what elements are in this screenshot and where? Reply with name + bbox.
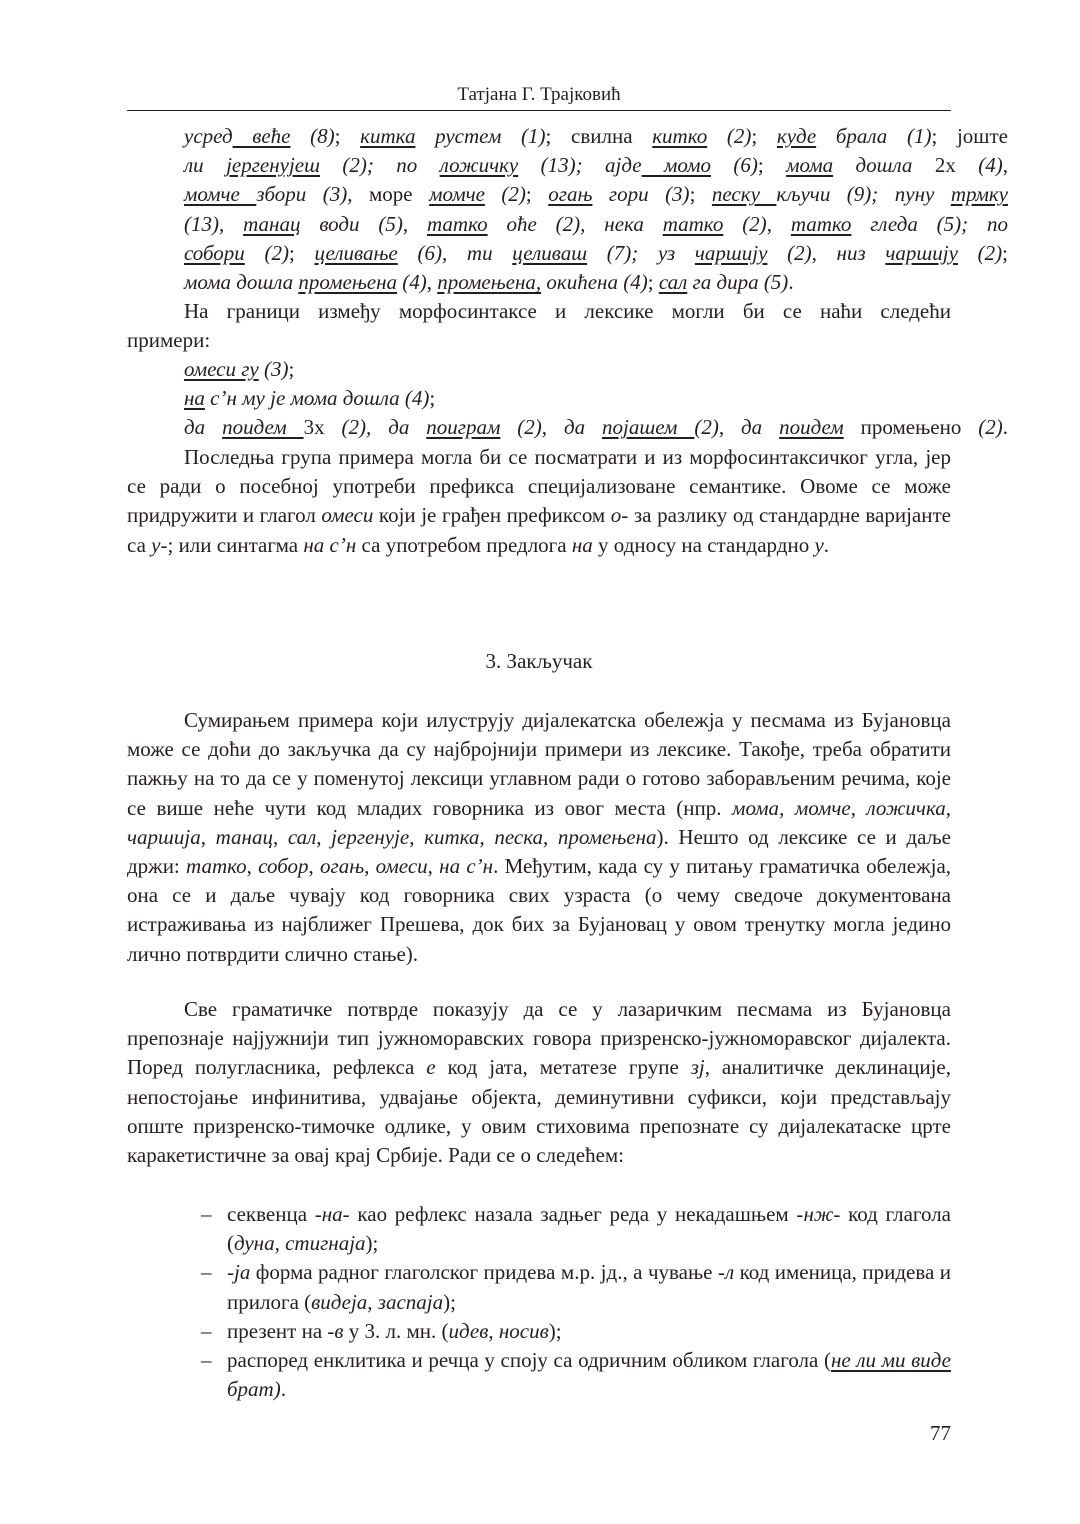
example-line: (13), танац води (5), татко оће (2), нека татко (2), татко гледа (5); по: [184, 211, 1009, 236]
list-item: – распоред енклитика и речца у споју са одричним обликом глагола (не ли ми виде брат).: [201, 1348, 951, 1402]
dash-bullet: –: [201, 1348, 212, 1373]
example-line: усред веће (8); китка рустем (1); свилна китко (2); куде брала (1); јоште: [184, 124, 1008, 148]
header-rule: [127, 110, 951, 111]
running-header: Татјана Г. Трајковић: [457, 84, 621, 105]
list-item: – секвенца -на- као рефлекс назала задњег реда у некадашњем -нж- код глагола (дуна, стигнаја);: [201, 1202, 951, 1256]
paragraph-line: На граници између морфосинтаксе и лексике могли би се наћи следећи: [184, 299, 951, 323]
paragraph-summary: Сумирањем примера који илуструју дијалекатска обележја у песмама из Бујановца може се доћи до закључка да су најбројнији примери из лексике. Такође, треба обратити пажњу на то да се у поменутој лексици углавном ради о готово заборављеним речима, које се више неће чути код младих говорника из овог места (нпр. мома, момче, ложичка, чаршија, танац, сал, јергенује, китка, песка, промењена). Нешто од лексике се и даље држи: татко, собор, огањ, омеси, на с’н. Међутим, када су у питању граматичка обележја, она се и даље чувају код говорника свих узраста (о чему сведоче документована истраживања из најближег Прешева, док бих за Бујановац у овом тренутку могла једино лично потврдити слично стање).: [127, 708, 952, 966]
examples-block: [127, 122, 1008, 297]
example-line: собори (2); целивање (6), ти целиваш (7); уз чаршију (2), низ чаршију (2);: [184, 240, 1008, 265]
example-line: момче збори (3), море момче (2); огањ гори (3); песку кључи (9); пуну трмку: [184, 182, 1008, 207]
section-title: 3. Закључак: [485, 649, 593, 673]
list-item: – -ја форма радног глаголског придева м.р. јд., а чување -л код именица, придева и прилога (видеја, заспаја);: [201, 1260, 951, 1314]
dash-bullet: –: [201, 1318, 212, 1343]
paragraph-last-group: Последња група примера могла би се посматрати и из морфосинтаксичког угла, јер се ради о посебној употреби префикса специјализоване семантике. Овоме се може придружити и глагол омеси који је грађен префиксом о- за разлику од стандардне варијанте са у-; или синтагма на с’н са употребом предлога на у односу на стандардно у.: [127, 445, 951, 557]
example-line: омеси гу (3);: [184, 357, 295, 381]
paragraph-boundary: [127, 297, 951, 355]
example-line: мома дошла промењена (4), промењена, окићена (4); сал га дира (5).: [184, 270, 794, 295]
paragraph-line: примери:: [127, 328, 211, 353]
example-line: на с’н му је мома дошла (4);: [184, 386, 436, 411]
paragraph-grammar: Све граматичке потврде показују да се у лазаричким песмама из Бујановца препознаје најјужнији тип јужноморавских говора призренско-јужноморавског дијалекта. Поред полугласника, рефлекса е код јата, метатезе групе зј, аналитичке деклинације, непостојање инфинитива, удвајање објекта, деминутивни суфикси, који представљају опште призренско-тимочке одлике, у овим стиховима препознате су дијалекатаске црте каракетистичне за овај крај Србије. Ради се о следећем:: [127, 997, 951, 1168]
feature-list: [127, 1200, 951, 1404]
example-line: да поидем 3х (2), да поиграм (2), да појашем (2), да поидем промењено (2).: [184, 415, 1009, 440]
dash-bullet: –: [201, 1260, 212, 1285]
list-item: – презент на -в у 3. л. мн. (идев, носив);: [127, 1317, 951, 1346]
morph-examples: [127, 355, 1008, 443]
dash-bullet: –: [201, 1202, 212, 1226]
example-line: ли јергенујеш (2); по ложичку (13); ајде момо (6); мома дошла 2х (4),: [184, 153, 1008, 178]
page-number: 77: [930, 1421, 951, 1445]
